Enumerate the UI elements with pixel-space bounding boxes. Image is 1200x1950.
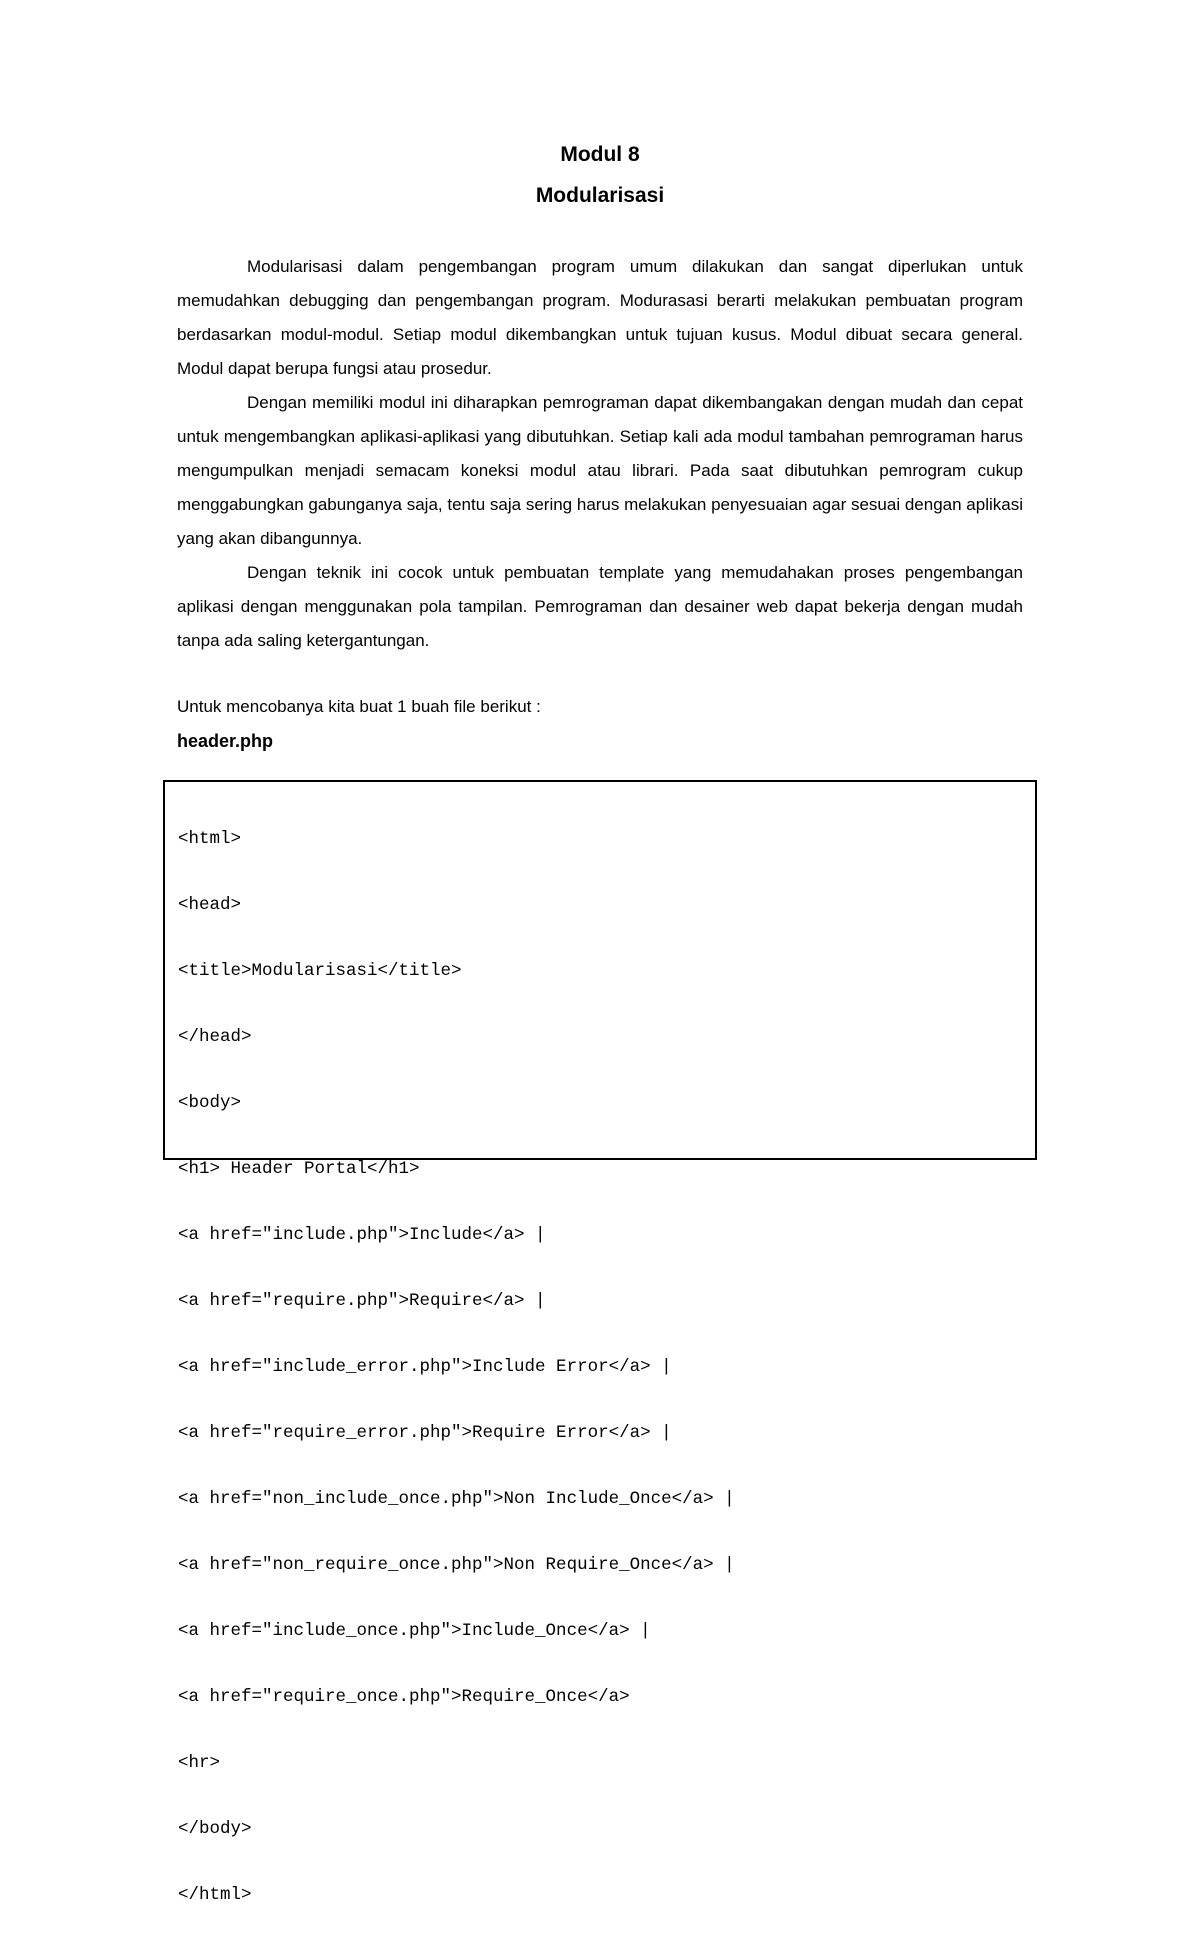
code-line: <a href="non_include_once.php">Non Include_Once</a> | (178, 1489, 735, 1509)
code-line: </body> (178, 1819, 252, 1839)
code-line: <head> (178, 895, 242, 915)
code-line: <a href="require_once.php">Require_Once</a> (178, 1687, 630, 1707)
code-line: </head> (178, 1027, 252, 1047)
code-listing (178, 784, 735, 1950)
paragraph-intro: Modularisasi dalam pengembangan program umum dilakukan dan sangat diperlukan untuk memudahkan debugging dan pengembangan program. Modurasasi berarti melakukan pembuatan program berdasarkan modul-modul. Setiap modul dikembangkan untuk tujuan kusus. Modul dibuat secara general. Modul dapat berupa fungsi atau prosedur. (177, 257, 1023, 378)
code-line: <title>Modularisasi</title> (178, 961, 462, 981)
code-line: <h1> Header Portal</h1> (178, 1159, 420, 1179)
code-line: <a href="include_once.php">Include_Once</a> | (178, 1621, 651, 1641)
code-line: <a href="require_error.php">Require Error</a> | (178, 1423, 672, 1443)
code-line: <a href="non_require_once.php">Non Require_Once</a> | (178, 1555, 735, 1575)
body-text (177, 250, 1023, 658)
module-title-heading: Modularisasi (535, 184, 665, 207)
paragraph-benefits: Dengan memiliki modul ini diharapkan pemrograman dapat dikembangakan dengan mudah dan cepat untuk mengembangkan aplikasi-aplikasi yang dibutuhkan. Setiap kali ada modul tambahan pemrograman harus mengumpulkan menjadi semacam koneksi modul atau librari. Pada saat dibutuhkan pemrogram cukup menggabungkan gabunganya saja, tentu saja sering harus melakukan penyesuaian agar sesuai dengan aplikasi yang akan dibangunnya. (177, 393, 1023, 548)
code-listing-box (163, 780, 1037, 1905)
paragraph-template: Dengan teknik ini cocok untuk pembuatan template yang memudahakan proses pengembangan aplikasi dengan menggunakan pola tampilan. Pemrograman dan desainer web dapat bekerja dengan mudah tanpa ada saling ketergantungan. (177, 563, 1023, 650)
code-line: <html> (178, 829, 242, 849)
instruction-line: Untuk mencobanya kita buat 1 buah file berikut : (177, 697, 541, 716)
code-line: <a href="include_error.php">Include Error</a> | (178, 1357, 672, 1377)
code-line: <hr> (178, 1753, 221, 1773)
file-name-label: header.php (177, 731, 274, 751)
code-line: <a href="require.php">Require</a> | (178, 1291, 546, 1311)
module-number-heading: Modul 8 (560, 143, 640, 166)
code-line: <body> (178, 1093, 242, 1113)
code-line: </html> (178, 1885, 252, 1905)
code-line: <a href="include.php">Include</a> | (178, 1225, 546, 1245)
